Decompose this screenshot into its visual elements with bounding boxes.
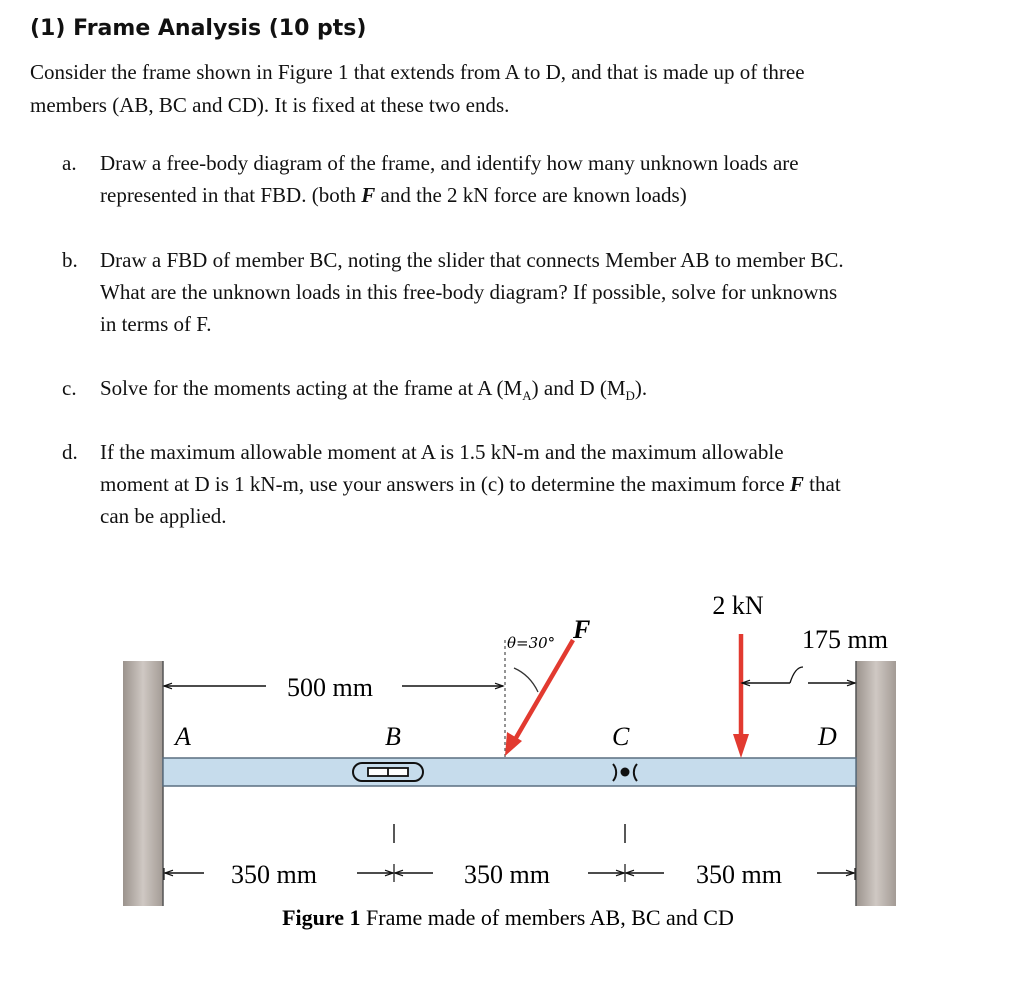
- label-b: B: [385, 722, 401, 751]
- part-d-line-3: can be applied.: [100, 504, 227, 528]
- part-a-marker: a.: [62, 151, 77, 175]
- part-a: [62, 147, 970, 211]
- load-2kn-arrowhead: [733, 734, 749, 758]
- force-f-symbol: F: [361, 183, 376, 207]
- figure-caption: [282, 905, 734, 930]
- caption-label: Figure 1: [282, 905, 361, 930]
- right-wall: [856, 661, 896, 906]
- load-2kn-label: 2 kN: [712, 591, 764, 620]
- force-f-arrow: [513, 640, 573, 743]
- part-b: [62, 244, 970, 340]
- label-a: A: [175, 722, 191, 751]
- part-a-line-1: Draw a free-body diagram of the frame, and identify how many unknown loads are: [100, 151, 799, 175]
- force-f-label: F: [573, 615, 591, 644]
- force-f-symbol-d: F: [789, 472, 804, 496]
- dim-500-label: 500 mm: [287, 673, 373, 702]
- theta-label: θ=30°: [507, 634, 556, 652]
- dim-175-label: 175 mm: [802, 625, 888, 654]
- part-c-marker: c.: [62, 376, 77, 400]
- left-wall: [123, 661, 163, 906]
- dim-350-label-1: 350 mm: [231, 860, 317, 889]
- label-d: D: [818, 722, 837, 751]
- dim-350-label-3: 350 mm: [696, 860, 782, 889]
- intro-line-2: members (AB, BC and CD). It is fixed at these two ends.: [30, 93, 510, 117]
- problem-intro: [30, 56, 990, 122]
- part-c: [62, 372, 970, 412]
- part-d-line-1: If the maximum allowable moment at A is 1.5 kN-m and the maximum allowable: [100, 440, 784, 464]
- part-a-line-2: represented in that FBD. (both F and the 2 kN force are known loads): [100, 183, 687, 207]
- label-c: C: [612, 722, 630, 751]
- part-b-line-2: What are the unknown loads in this free-body diagram? If possible, solve for unknowns: [100, 280, 838, 304]
- part-b-line-1: Draw a FBD of member BC, noting the slider that connects Member AB to member BC.: [100, 248, 844, 272]
- part-b-marker: b.: [62, 248, 78, 272]
- part-b-line-3: in terms of F.: [100, 312, 212, 336]
- frame-beam: [163, 758, 856, 786]
- frame-figure: [0, 560, 1024, 980]
- dim-350-label-2: 350 mm: [464, 860, 550, 889]
- caption-text: Frame made of members AB, BC and CD: [366, 905, 734, 930]
- part-c-text: Solve for the moments acting at the frame at A $(M_A)$ and D $(M_D)$.: [100, 376, 648, 404]
- part-d-marker: d.: [62, 440, 78, 464]
- problem-heading: (1) Frame Analysis (10 pts): [30, 16, 367, 41]
- part-d-line-2: moment at D is 1 kN-m, use your answers in (c) to determine the maximum force F that: [100, 472, 841, 496]
- intro-line-1: Consider the frame shown in Figure 1 that extends from A to D, and that is made up of three: [30, 60, 805, 84]
- part-d: [62, 436, 970, 532]
